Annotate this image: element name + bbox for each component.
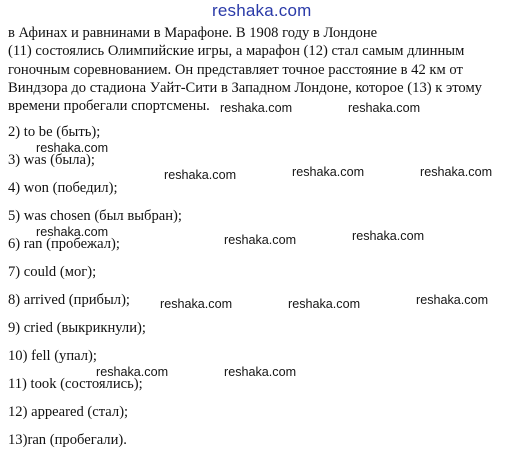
passage-line: времени пробегали спортсмены. (8, 98, 210, 115)
passage-line: гоночным соревнованием. Он представляет точное расстояние в 42 км от (8, 61, 463, 78)
answer-item: 8) arrived (прибыл); (8, 292, 130, 308)
answer-item: 7) could (мог); (8, 264, 97, 280)
answer-item: 4) won (победил); (8, 180, 118, 196)
watermark: reshaka.com (224, 233, 297, 247)
watermark: reshaka.com (292, 165, 365, 179)
watermark: reshaka.com (36, 141, 109, 155)
passage-line: Виндзора до стадиона Уайт-Сити в Западном Лондоне, которое (13) к этому (8, 79, 482, 96)
watermark: reshaka.com (352, 229, 425, 243)
watermark: reshaka.com (420, 165, 493, 179)
answer-item: 6) ran (пробежал); (8, 236, 120, 252)
answer-item: 11) took (состоялись); (8, 376, 143, 392)
watermark: reshaka.com (224, 365, 297, 379)
watermark: reshaka.com (164, 168, 237, 182)
watermark: reshaka.com (416, 293, 489, 307)
answer-item: 9) cried (выкрикнули); (8, 320, 146, 336)
answer-item: 5) was chosen (был выбран); (8, 208, 182, 224)
answer-item: 3) was (была); (8, 152, 95, 168)
watermark: reshaka.com (96, 365, 169, 379)
watermark: reshaka.com (288, 297, 361, 311)
answer-item: 13)ran (пробегали). (8, 432, 127, 448)
answer-item: 2) to be (быть); (8, 124, 101, 140)
answer-item: 12) appeared (стал); (8, 404, 129, 420)
site-logo[interactable]: reshaka.com (212, 1, 312, 20)
watermark: reshaka.com (160, 297, 233, 311)
passage-line: в Афинах и равнинами в Марафоне. В 1908 году в Лондоне (8, 25, 378, 41)
watermark: reshaka.com (220, 101, 293, 115)
watermark: reshaka.com (36, 225, 109, 239)
passage-line: (11) состоялись Олимпийские игры, а марафон (12) стал самым длинным (8, 43, 465, 60)
watermark: reshaka.com (348, 101, 421, 115)
answer-item: 10) fell (упал); (8, 348, 97, 364)
